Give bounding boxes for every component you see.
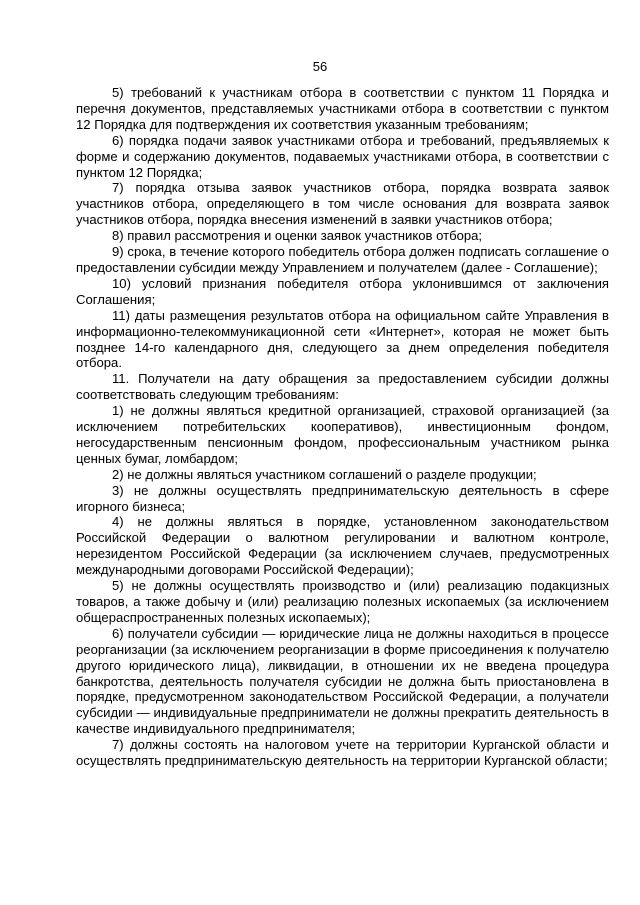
requirement-item-7: 7) должны состоять на налоговом учете на территории Курганской области и осуществлять предпринимательскую деятельность на территории Курганской области;: [76, 737, 609, 769]
page-number: 56: [312, 59, 328, 74]
paragraph-item-6: 6) порядка подачи заявок участниками отбора и требований, предъявляемых к форме и содержанию документов, подаваемых участниками отбора, в соответствии с пунктом 12 Порядка;: [76, 132, 609, 180]
requirement-item-6: 6) получатели субсидии — юридические лица не должны находиться в процессе реорганизации (за исключением реорганизации в форме присоединения к получателю другого юридического лица), ликвидации, в отношении их не введена процедура банкротства, деятельность получателя субсидии не должна быть приостановлена в порядке, предусмотренном законодательством Российской Федерации, а получатели субсидии — индивидуальные предприниматели не должны прекратить деятельность в качестве индивидуального предпринимателя;: [76, 625, 609, 737]
paragraph-item-8: 8) правил рассмотрения и оценки заявок участников отбора;: [112, 228, 483, 244]
requirement-item-3: 3) не должны осуществлять предпринимательскую деятельность в сфере игорного бизнеса;: [76, 482, 609, 514]
paragraph-item-10: 10) условий признания победителя отбора уклонившимся от заключения Соглашения;: [76, 275, 609, 307]
paragraph-section-11: 11. Получатели на дату обращения за предоставлением субсидии должны соответствовать следующим требованиям:: [76, 371, 609, 403]
requirement-item-4: 4) не должны являться в порядке, установленном законодательством Российской Федерации о валютном регулировании и валютном контроле, нерезидентом Российской Федерации (за исключением случаев, предусмотренных международными договорами Российской Федерации);: [76, 514, 609, 578]
requirement-item-2: 2) не должны являться участником соглашений о разделе продукции;: [112, 466, 537, 482]
paragraph-item-9: 9) срока, в течение которого победитель отбора должен подписать соглашение о предоставлении субсидии между Управлением и получателем (далее - Соглашение);: [76, 244, 609, 275]
paragraph-item-11: 11) даты размещения результатов отбора на официальном сайте Управления в информационно-телекоммуникационной сети «Интернет», которая не может быть позднее 14-го календарного дня, следующего за днем определения победителя отбора.: [76, 307, 609, 371]
paragraph-item-5: 5) требований к участникам отбора в соответствии с пунктом 11 Порядка и перечня документов, представляемых участниками отбора в соответствии с пунктом 12 Порядка для подтверждения их соответствия указанным требованиям;: [76, 85, 609, 132]
requirement-item-5: 5) не должны осуществлять производство и (или) реализацию подакцизных товаров, а также добычу и (или) реализацию полезных ископаемых (за исключением общераспространенных полезных ископаемых);: [76, 578, 609, 625]
document-body: [76, 85, 609, 769]
paragraph-item-7: 7) порядка отзыва заявок участников отбора, порядка возврата заявок участников отбора, определяющего в том числе основания для возврата заявок участников отбора, порядка внесения изменений в заявки участников отбора;: [76, 180, 609, 228]
requirement-item-1: 1) не должны являться кредитной организацией, страховой организацией (за исключением потребительских кооперативов), инвестиционным фондом, негосударственным пенсионным фондом, профессиональным участником рынка ценных бумаг, ломбардом;: [76, 403, 609, 466]
